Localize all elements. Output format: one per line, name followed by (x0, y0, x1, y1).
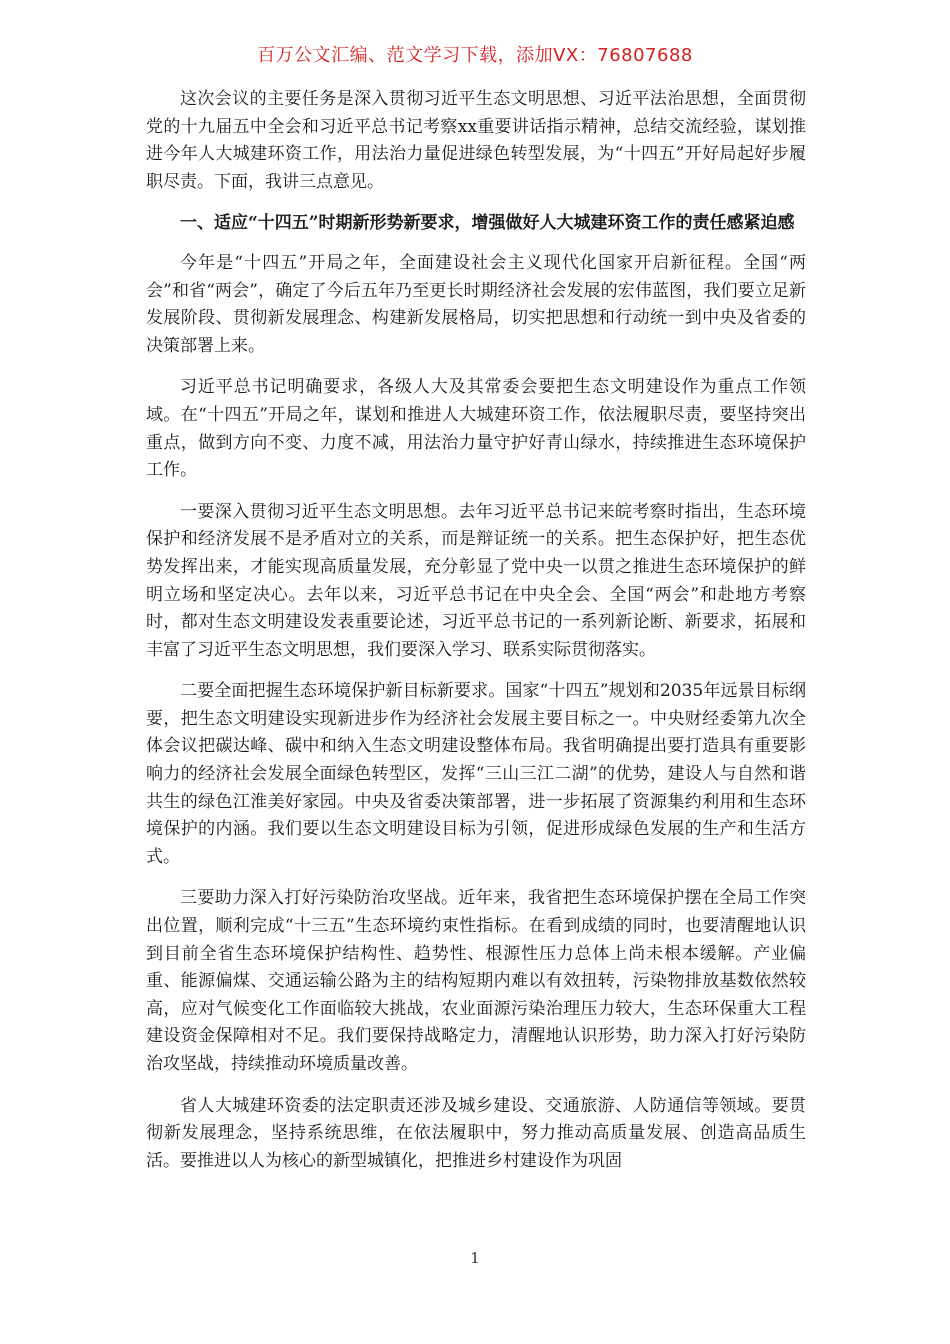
section-heading-1: 一、适应“十四五”时期新形势新要求，增强做好人大城建环资工作的责任感紧迫感 (180, 213, 795, 234)
body-paragraph: 省人大城建环资委的法定职责还涉及城乡建设、交通旅游、人防通信等领域。要贯彻新发展理念，坚持系统思维，在依法履职中，努力推动高质量发展、创造高品质生活。要推进以人为核心的新型城镇化，把推进乡村建设作为巩固 (146, 1095, 806, 1171)
body-paragraph: 三要助力深入打好污染防治攻坚战。近年来，我省把生态环境保护摆在全局工作突出位置，顺利完成“十三五”生态环境约束性指标。在看到成绩的同时，也要清醒地认识到目前全省生态环境保护结构性、趋势性、根源性压力总体上尚未根本缓解。产业偏重、能源偏煤、交通运输公路为主的结构短期内难以有效扭转，污染物排放基数依然较高，应对气候变化工作面临较大挑战，农业面源污染治理压力较大，生态环保重大工程建设资金保障相对不足。我们要保持战略定力，清醒地认识形势，助力深入打好污染防治攻坚战，持续推动环境质量改善。 (146, 888, 806, 1074)
body-paragraph: 二要全面把握生态环境保护新目标新要求。国家“十四五”规划和2035年远景目标纲要，把生态文明建设实现新进步作为经济社会发展主要目标之一。中央财经委第九次全体会议把碳达峰、碳中和纳入生态文明建设整体布局。我省明确提出要打造具有重要影响力的经济社会发展全面绿色转型区，发挥“三山三江二湖”的优势，建设人与自然和谐共生的绿色江淮美好家园。中央及省委决策部署，进一步拓展了资源集约利用和生态环境保护的内涵。我们要以生态文明建设目标为引领，促进形成绿色发展的生产和生活方式。 (146, 681, 806, 867)
page-number: 1 (470, 1249, 480, 1267)
watermark-banner: 百万公文汇编、范文学习下载，添加VX：76807688 (257, 45, 693, 66)
intro-paragraph: 这次会议的主要任务是深入贯彻习近平生态文明思想、习近平法治思想，全面贯彻党的十九届五中全会和习近平总书记考察xx重要讲话指示精神，总结交流经验，谋划推进今年人大城建环资工作，用法治力量促进绿色转型发展，为“十四五”开好局起好步履职尽责。下面，我讲三点意见。 (146, 89, 806, 192)
document-body (146, 86, 806, 1189)
body-paragraph: 一要深入贯彻习近平生态文明思想。去年习近平总书记来皖考察时指出，生态环境保护和经济发展不是矛盾对立的关系，而是辩证统一的关系。把生态保护好，把生态优势发挥出来，才能实现高质量发展，充分彰显了党中央一以贯之推进生态环境保护的鲜明立场和坚定决心。去年以来，习近平总书记在中央全会、全国“两会”和赴地方考察时，都对生态文明建设发表重要论述，习近平总书记的一系列新论断、新要求，拓展和丰富了习近平生态文明思想，我们要深入学习、联系实际贯彻落实。 (146, 501, 806, 660)
body-paragraph: 今年是“十四五”开局之年，全面建设社会主义现代化国家开启新征程。全国“两会”和省“两会”，确定了今后五年乃至更长时期经济社会发展的宏伟蓝图，我们要立足新发展阶段、贯彻新发展理念、构建新发展格局，切实把思想和行动统一到中央及省委的决策部署上来。 (146, 252, 806, 356)
body-paragraph: 习近平总书记明确要求，各级人大及其常委会要把生态文明建设作为重点工作领域。在“十四五”开局之年，谋划和推进人大城建环资工作，依法履职尽责，要坚持突出重点，做到方向不变、力度不减，用法治力量守护好青山绿水，持续推进生态环境保护工作。 (146, 377, 806, 481)
